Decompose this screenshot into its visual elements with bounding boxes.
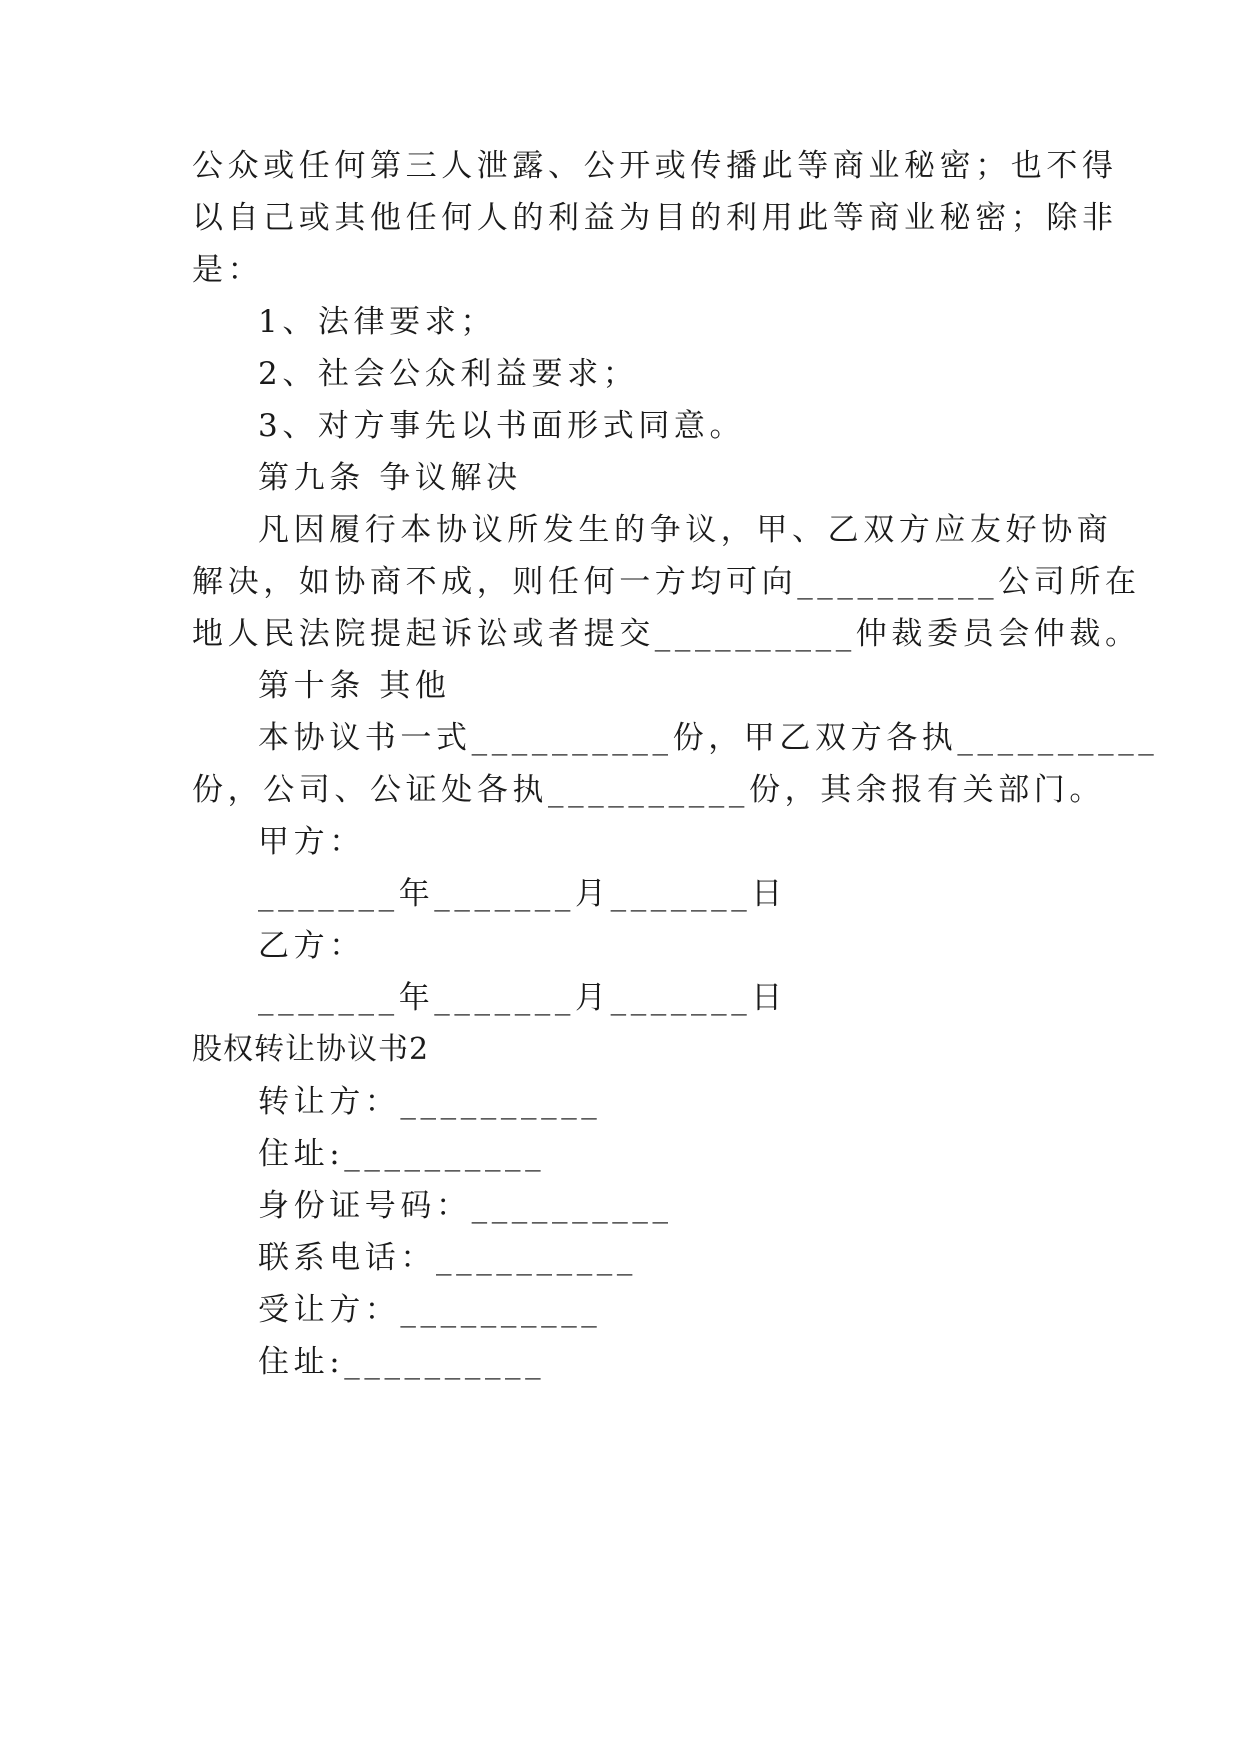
party-a-label: 甲方： <box>258 824 365 860</box>
date-line: _______年_______月_______日 <box>258 876 787 912</box>
id-number-field: 身份证号码：__________ <box>258 1188 673 1224</box>
date-line: _______年_______月_______日 <box>258 980 787 1016</box>
address-field: 住址:__________ <box>258 1136 546 1172</box>
paragraph-line: 份，公司、公证处各执__________份，其余报有关部门。 <box>192 772 1105 808</box>
paragraph-line: 地人民法院提起诉讼或者提交__________仲裁委员会仲裁。 <box>192 616 1141 652</box>
paragraph-line: 解决，如协商不成，则任何一方均可向__________公司所在 <box>192 564 1141 600</box>
transferee-field: 受让方：__________ <box>258 1292 602 1328</box>
list-item: 2、社会公众利益要求； <box>258 356 639 392</box>
party-b-label: 乙方： <box>258 928 365 964</box>
paragraph-line: 是： <box>192 252 264 288</box>
address-field: 住址:__________ <box>258 1344 546 1380</box>
section-heading: 第十条 其他 <box>258 668 451 704</box>
phone-field: 联系电话：__________ <box>258 1240 637 1276</box>
paragraph-line: 凡因履行本协议所发生的争议，甲、乙双方应友好协商 <box>258 512 1113 548</box>
paragraph-line: 本协议书一式__________份，甲乙双方各执__________ <box>258 720 1159 756</box>
paragraph-line: 以自己或其他任何人的利益为目的利用此等商业秘密；除非 <box>192 200 1118 236</box>
transferor-field: 转让方：__________ <box>258 1084 602 1120</box>
section-heading: 第九条 争议解决 <box>258 460 522 496</box>
paragraph-line: 公众或任何第三人泄露、公开或传播此等商业秘密；也不得 <box>192 148 1118 184</box>
list-item: 3、对方事先以书面形式同意。 <box>258 408 746 444</box>
document-title: 股权转让协议书2 <box>192 1032 430 1067</box>
list-item: 1、法律要求； <box>258 304 496 340</box>
